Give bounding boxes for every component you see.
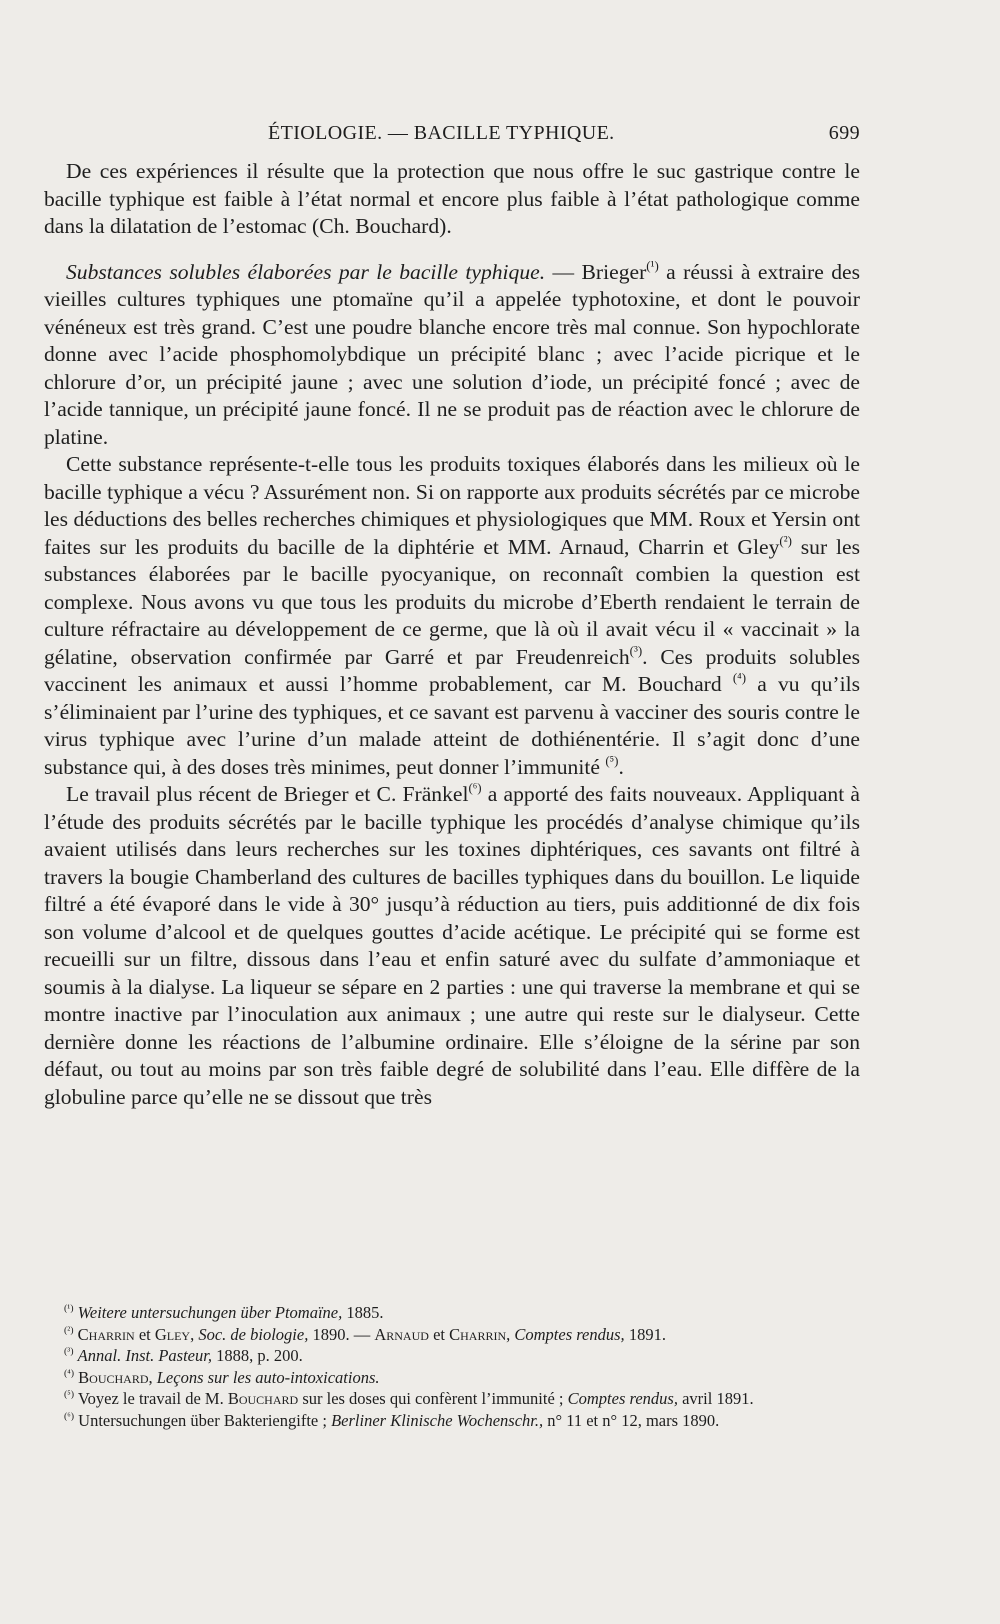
footnote-2-sep-3: et [428,1324,450,1344]
footnote-ref-2: (²) [779,532,792,548]
footnote-5 [44,1388,860,1410]
footnote-2-year-1: 1890. — [308,1324,375,1344]
footnote-4 [44,1367,860,1389]
footnote-2-source-1: Soc. de biologie, [198,1324,309,1344]
section-heading: Substances solubles élaborées par le bacille typhique. [66,259,546,284]
footnote-1-rest: 1885. [342,1303,384,1322]
page-number: 699 [828,122,860,144]
footnote-2-author-3: Arnaud [374,1324,429,1344]
footnote-5-number: (⁵) [64,1389,75,1401]
footnote-2-source-2: Comptes rendus, [514,1324,625,1344]
footnote-2-number: (²) [64,1324,74,1336]
footnote-2-sep-2: , [190,1324,199,1344]
footnote-2-sep-1: et [134,1324,155,1344]
paragraph-4 [44,781,860,1111]
footnote-4-sep: , [148,1367,157,1387]
footnote-2 [44,1324,860,1346]
footnote-2-year-2: 1891. [624,1324,666,1344]
footnote-6 [44,1410,860,1432]
footnote-1-title: Weitere untersuchungen über Ptomaïne, [77,1303,343,1322]
footnote-ref-5: (⁵) [605,752,619,768]
paragraph-3 [44,451,860,781]
footnote-3-rest: 1888, p. 200. [211,1346,303,1365]
footnote-ref-4: (⁴) [732,669,747,685]
footnote-1 [44,1302,860,1324]
paragraph-2-text-b: a réussi à extraire des vieilles cultures typhiques une ptomaïne qu’il a appelée typhotoxine, et dont le pouvoir vénéneux est très grand. C’est une poudre blanche encore très mal connue. Son hypochlorate donne avec l’acide phosphomolybdique un précipité blanc ; avec l’acide picrique et le chlorure d’or, un précipité jaune ; avec une solution d’iode, un précipité foncé ; avec de l’acide tannique, un précipité jaune foncé. Il ne se produit pas de réaction avec le chlorure de platine. [44,259,860,449]
paragraph-1-text: De ces expériences il résulte que la protection que nous offre le suc gastrique contre le bacille typhique est faible à l’état normal et encore plus faible à l’état pathologique comme dans la dilatation de l’estomac (Ch. Bouchard). [44,159,860,238]
footnote-2-author-4: Charrin [449,1324,507,1344]
paragraph-3-text-c: . Ces produits solubles vaccinent les animaux et aussi l’homme probablement, car M. Bouchard [44,644,861,696]
running-title: ÉTIOLOGIE. — BACILLE TYPHIQUE. [268,122,615,144]
paragraph-3-text-d: a vu qu’ils s’éliminaient par l’urine des typhiques, et ce savant est parvenu à vacciner des souris contre le virus typhique avec l’urine d’un malade atteint de dothiénentérie. Il s’agit donc d’une substance qui, à des doses très minimes, peut donner l’immunité [44,672,860,779]
footnotes [44,1302,860,1431]
footnote-2-author-1: Charrin [77,1324,135,1344]
footnote-3-number: (³) [64,1346,74,1358]
footnote-3 [44,1345,860,1367]
main-text [44,158,860,1111]
footnote-4-author: Bouchard [78,1367,149,1387]
paragraph-2 [44,259,860,452]
paragraph-3-text-e: . [618,754,624,779]
footnote-5-text-a: Voyez le travail de M. [74,1389,228,1408]
footnote-6-title: Berliner Klinische Wochenschr., [331,1410,544,1430]
footnote-ref-3: (³) [629,642,643,658]
footnote-5-text-b: sur les doses qui confèrent l’immunité ; [298,1389,568,1408]
paragraph-2-text-a: — Brieger [545,259,647,284]
footnote-ref-6: (⁶) [468,779,482,795]
footnote-6-rest: n° 11 et n° 12, mars 1890. [543,1410,720,1430]
footnote-1-number: (¹) [64,1303,74,1315]
paragraph-4-text-a: Le travail plus récent de Brieger et C. Fränkel [66,782,469,806]
footnote-2-sep-4: , [506,1324,515,1344]
footnote-6-number: (⁶) [64,1410,75,1422]
footnote-5-author: Bouchard [227,1389,299,1408]
footnote-3-title: Annal. Inst. Pasteur, [77,1346,212,1365]
footnote-6-text: Untersuchungen über Bakteriengifte ; [74,1410,332,1430]
footnote-4-number: (⁴) [64,1367,75,1379]
paragraph-4-text-b: a apporté des faits nouveaux. Appliquant à l’étude des produits sécrétés par le bacille typhique les procédés d’analyse chimique qu’ils avaient utilisés dans leurs recherches sur les toxines diphtériques, ces savants ont filtré à travers la bougie Chamberland des cultures de bacilles typhiques dans du bouillon. Le liquide filtré a été évaporé dans le vide à 30° jusqu’à réduction au tiers, puis additionné de dix fois son volume d’alcool et de quelques gouttes d’acide acétique. Le précipité qui se forme est recueilli sur un filtre, dissous dans l’eau et enfin saturé avec du sulfate d’ammoniaque et soumis à la dialyse. La liqueur se sépare en 2 parties : une qui traverse la membrane et qui se montre inactive par l’inoculation aux animaux ; une autre qui reste sur le dialyseur. Cette dernière donne les réactions de l’albumine ordinaire. Elle s’éloigne de la sérine par son défaut, ou tout au moins par son très faible degré de solubilité dans l’eau. Elle diffère de la globuline parce qu’elle ne se dissout que très [44,782,860,1109]
footnote-ref-1: (¹) [646,257,659,273]
paragraph-3-text-b: sur les substances élaborées par le bacille pyocyanique, on reconnaît combien la question est complexe. Nous avons vu que tous les produits du microbe d’Eberth rendaient le terrain de culture réfractaire au développement de ce germe, que là où il avait vécu il « vaccinait » la gélatine, observation confirmée par Garré et par Freudenreich [44,534,860,669]
paragraph-3-text-a: Cette substance représente-t-elle tous les produits toxiques élaborés dans les milieux où le bacille typhique a vécu ? Assurément non. Si on rapporte aux produits sécrétés par ce microbe les déductions des belles recherches chimiques et physiologiques que MM. Roux et Yersin ont faites sur les produits du bacille de la diphtérie et MM. Arnaud, Charrin et Gley [44,452,860,559]
footnote-4-title: Leçons sur les auto-intoxications. [156,1367,380,1387]
footnote-2-author-2: Gley [154,1324,191,1344]
paragraph-1 [44,158,860,241]
footnote-5-title: Comptes rendus, [567,1389,678,1408]
footnote-5-rest: avril 1891. [677,1389,754,1408]
